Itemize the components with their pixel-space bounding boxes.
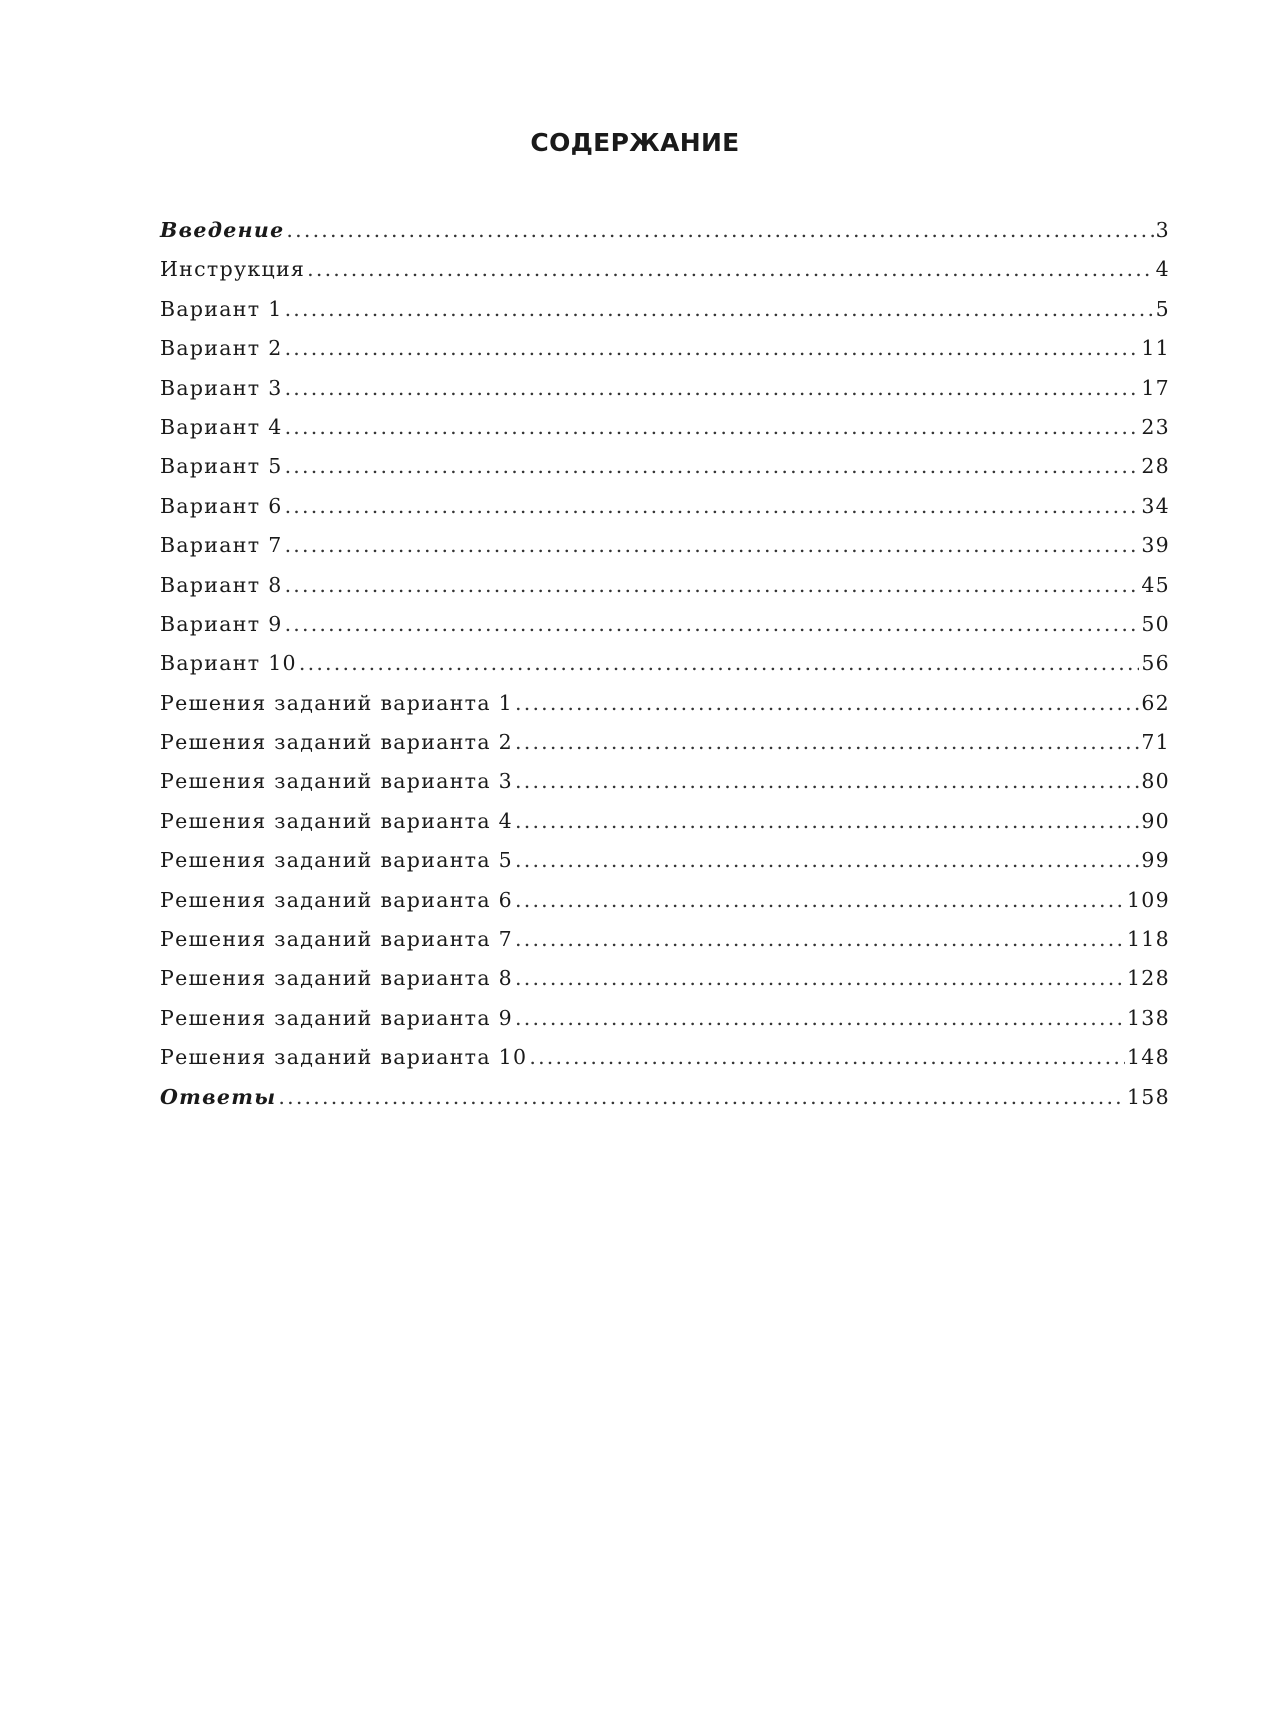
toc-dot-leader [515,769,1139,793]
toc-entry-page-number: 34 [1141,493,1170,518]
toc-entry-page-number: 71 [1141,730,1170,755]
toc-entry-page-number: 80 [1141,769,1170,794]
toc-entry-label: Ответы [160,1084,277,1109]
toc-entry-page-number: 50 [1141,611,1170,636]
toc-entry-label: Вариант 9 [160,611,283,636]
toc-entry [160,1085,1170,1124]
toc-entry-page-number: 28 [1141,454,1170,479]
toc-entry-page-number: 39 [1141,533,1170,558]
toc-dot-leader [515,888,1125,912]
toc-entry [160,888,1170,927]
toc-dot-leader [285,336,1140,360]
toc-entry-page-number: 56 [1141,651,1170,676]
toc-entry-page-number: 99 [1141,848,1170,873]
toc-entry-page-number: 62 [1141,690,1170,715]
toc-entry [160,651,1170,690]
toc-entry-label: Вариант 8 [160,572,283,597]
toc-entry-label: Вариант 4 [160,414,283,439]
toc-entry-page-number: 138 [1126,1005,1170,1030]
toc-entry-label: Вариант 1 [160,296,283,321]
toc-dot-leader [285,533,1140,557]
toc-entry [160,927,1170,966]
toc-entry-label: Инструкция [160,257,306,282]
toc-entry-page-number: 3 [1155,218,1170,242]
toc-dot-leader [278,1085,1125,1109]
toc-entry-label: Решения заданий варианта 1 [160,690,514,715]
toc-entry-page-number: 11 [1141,336,1170,361]
toc-entry-label: Решения заданий варианта 9 [160,1005,514,1030]
toc-entry [160,376,1170,415]
toc-dot-leader [285,612,1140,636]
toc-entry [160,494,1170,533]
toc-entry-page-number: 109 [1126,887,1170,912]
toc-entry-label: Решения заданий варианта 3 [160,769,514,794]
toc-entry [160,218,1170,257]
toc-entry-label: Вариант 5 [160,454,283,479]
toc-entry-label: Решения заданий варианта 5 [160,848,514,873]
toc-entry-label: Вариант 2 [160,336,283,361]
toc-entry [160,809,1170,848]
toc-entry [160,691,1170,730]
toc-dot-leader [515,809,1139,833]
toc-entry [160,533,1170,572]
toc-entry-label: Введение [160,218,285,242]
toc-dot-leader [285,573,1140,597]
toc-dot-leader [529,1045,1125,1069]
toc-entry [160,769,1170,808]
toc-entry [160,966,1170,1005]
toc-entry-label: Вариант 7 [160,533,283,558]
toc-entry [160,612,1170,651]
toc-entry-page-number: 148 [1126,1045,1170,1070]
toc-dot-leader [299,651,1139,675]
toc-entry [160,336,1170,375]
toc-entry-label: Вариант 6 [160,493,283,518]
toc-dot-leader [515,1006,1125,1030]
toc-dot-leader [515,730,1139,754]
table-of-contents [160,218,1170,1124]
toc-entry [160,454,1170,493]
toc-dot-leader [285,415,1140,439]
toc-entry [160,1045,1170,1084]
toc-dot-leader [515,848,1139,872]
toc-dot-leader [286,218,1153,242]
toc-dot-leader [515,927,1125,951]
toc-dot-leader [285,454,1140,478]
toc-entry-page-number: 118 [1126,927,1170,952]
toc-entry [160,297,1170,336]
toc-entry-page-number: 128 [1126,966,1170,991]
toc-entry-page-number: 23 [1141,414,1170,439]
toc-entry [160,257,1170,296]
toc-entry-label: Решения заданий варианта 6 [160,887,514,912]
toc-entry-page-number: 4 [1155,257,1170,282]
toc-entry [160,573,1170,612]
toc-dot-leader [285,376,1140,400]
toc-entry-label: Решения заданий варианта 7 [160,927,514,952]
toc-entry-label: Решения заданий варианта 8 [160,966,514,991]
toc-entry-page-number: 17 [1141,375,1170,400]
toc-entry [160,730,1170,769]
page-title: СОДЕРЖАНИЕ [530,128,740,157]
toc-entry [160,848,1170,887]
toc-entry-label: Вариант 10 [160,651,297,676]
toc-entry [160,1006,1170,1045]
toc-dot-leader [307,257,1154,281]
toc-dot-leader [285,297,1154,321]
toc-dot-leader [515,966,1125,990]
toc-entry-page-number: 90 [1141,808,1170,833]
toc-entry [160,415,1170,454]
toc-dot-leader [285,494,1140,518]
toc-entry-label: Решения заданий варианта 4 [160,808,514,833]
toc-entry-label: Решения заданий варианта 2 [160,730,514,755]
toc-entry-label: Решения заданий варианта 10 [160,1045,528,1070]
toc-entry-page-number: 158 [1126,1084,1170,1109]
toc-entry-label: Вариант 3 [160,375,283,400]
toc-dot-leader [515,691,1139,715]
toc-entry-page-number: 5 [1155,296,1170,321]
toc-entry-page-number: 45 [1141,572,1170,597]
